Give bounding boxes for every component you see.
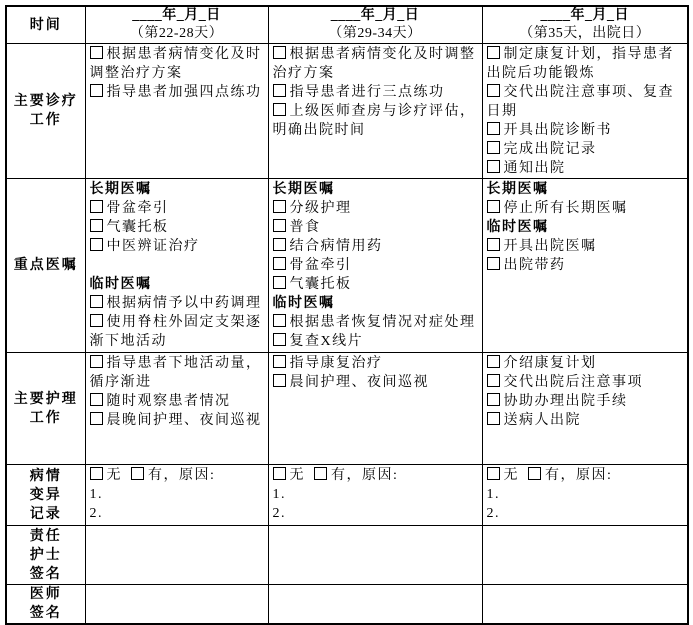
variance-option-label: 有，原因:: [331, 468, 399, 483]
checkbox-icon[interactable]: [487, 84, 500, 97]
form-line: [487, 199, 685, 218]
cell-main-treatment-work-col3: [482, 44, 688, 179]
table-row-main-nursing-work: [6, 353, 688, 465]
checkbox-icon[interactable]: [273, 314, 286, 327]
row-label-nurse-signature: [6, 526, 85, 585]
checkbox-icon[interactable]: [273, 200, 286, 213]
checkbox-icon[interactable]: [528, 467, 541, 480]
checkbox-icon[interactable]: [273, 238, 286, 251]
form-line: [90, 485, 265, 504]
row-label-line: 主要护理: [13, 391, 78, 407]
checkbox-icon[interactable]: [90, 46, 103, 59]
checkbox-icon[interactable]: [90, 412, 103, 425]
form-line: [273, 485, 479, 504]
line-text: 指导患者加强四点练功: [106, 85, 262, 100]
line-text: 使用脊柱外固定支架逐渐下地活动: [89, 315, 262, 349]
clinical-pathway-table: [5, 5, 689, 625]
row-label-line: 工作: [29, 113, 62, 128]
form-line: [273, 373, 479, 392]
line-text: 分级护理: [289, 201, 352, 216]
line-text: 骨盆牵引: [289, 258, 352, 273]
row-label-line: 责任: [29, 528, 62, 544]
order-group-heading: [487, 218, 685, 237]
order-group-heading: [273, 180, 479, 199]
row-label-line: 主要诊疗: [13, 94, 78, 109]
variance-option-label: 无: [106, 468, 122, 483]
form-line: [90, 237, 265, 256]
checkbox-icon[interactable]: [273, 103, 286, 116]
variance-option-label: 无: [503, 468, 519, 483]
form-line: [487, 121, 685, 140]
variance-option[interactable]: [314, 468, 398, 483]
variance-option[interactable]: [273, 468, 306, 483]
line-text: 根据病情予以中药调理: [106, 296, 262, 311]
form-line: [90, 83, 265, 102]
form-line: [487, 159, 685, 178]
row-label-main-nursing-work: [6, 353, 85, 465]
form-line: [487, 354, 685, 373]
variance-option[interactable]: [90, 468, 123, 483]
date-blank-line: ____年_月_日: [132, 8, 221, 23]
row-label-line: 医师: [29, 587, 62, 602]
line-text: 临时医嘱: [89, 277, 152, 292]
row-label-line: 记录: [29, 506, 62, 522]
row-label-line: 护士: [29, 547, 62, 563]
checkbox-icon[interactable]: [90, 467, 103, 480]
checkbox-icon[interactable]: [90, 219, 103, 232]
row-label-line: 重点医嘱: [13, 258, 78, 273]
cell-main-nursing-work-col2: [268, 353, 482, 465]
day-range-label: （第22-28天）: [129, 26, 224, 41]
checkbox-icon[interactable]: [487, 355, 500, 368]
form-line: [487, 466, 685, 485]
row-label-key-orders: [6, 179, 85, 353]
line-text: 骨盆牵引: [106, 201, 169, 216]
form-line: [90, 504, 265, 523]
line-text: 2.: [486, 506, 500, 521]
line-text: 开具出院医嘱: [503, 239, 597, 254]
table-header-row: [6, 6, 688, 44]
checkbox-icon[interactable]: [273, 219, 286, 232]
row-label-line: 工作: [29, 410, 62, 426]
checkbox-icon[interactable]: [273, 276, 286, 289]
form-line: [90, 466, 265, 485]
variance-option[interactable]: [131, 468, 215, 483]
table-row-variation-record: [6, 465, 688, 526]
form-line: [90, 256, 265, 275]
form-line: [487, 485, 685, 504]
variance-option-label: 有，原因:: [545, 468, 613, 483]
cell-variation-record-col3: [482, 465, 688, 526]
line-text: 停止所有长期医嘱: [503, 201, 628, 216]
line-text: 中医辨证治疗: [106, 239, 200, 254]
checkbox-icon[interactable]: [90, 314, 103, 327]
form-line: [273, 256, 479, 275]
header-column-days-29-34: [268, 6, 482, 44]
checkbox-icon[interactable]: [487, 393, 500, 406]
checkbox-icon[interactable]: [487, 160, 500, 173]
form-line: [90, 411, 265, 430]
line-text: 2.: [89, 506, 103, 521]
table-row-key-orders: [6, 179, 688, 353]
form-line: [487, 504, 685, 523]
checkbox-icon[interactable]: [90, 393, 103, 406]
checkbox-icon[interactable]: [273, 333, 286, 346]
row-label-main-treatment-work: [6, 44, 85, 179]
line-text: 指导患者进行三点练功: [289, 85, 445, 100]
line-text: 1.: [89, 487, 103, 502]
form-line: [90, 294, 265, 313]
checkbox-icon[interactable]: [487, 412, 500, 425]
row-label-line: 病情: [29, 468, 62, 484]
form-line: [273, 218, 479, 237]
row-label-line: 签名: [29, 606, 62, 621]
line-text: 2.: [272, 506, 286, 521]
cell-key-orders-col3: [482, 179, 688, 353]
line-text: 完成出院记录: [503, 142, 597, 157]
form-line: [90, 313, 265, 351]
line-text: 临时医嘱: [272, 296, 335, 311]
checkbox-icon[interactable]: [487, 141, 500, 154]
checkbox-icon[interactable]: [273, 84, 286, 97]
checkbox-icon[interactable]: [487, 46, 500, 59]
table-row-main-treatment-work: [6, 44, 688, 179]
form-line: [487, 411, 685, 430]
line-text: 交代出院后注意事项: [503, 375, 643, 390]
line-text: 根据患者病情变化及时调整治疗方案: [89, 47, 262, 81]
form-line: [487, 237, 685, 256]
checkbox-icon[interactable]: [314, 467, 327, 480]
form-line: [487, 256, 685, 275]
form-line: [273, 83, 479, 102]
line-text: 制定康复计划，指导患者出院后功能锻炼: [486, 47, 674, 81]
line-text: 随时观察患者情况: [106, 394, 231, 409]
line-text: 协助办理出院手续: [503, 394, 628, 409]
cell-main-nursing-work-col3: [482, 353, 688, 465]
line-text: 根据患者恢复情况对症处理: [289, 315, 476, 330]
cell-key-orders-col2: [268, 179, 482, 353]
cell-nurse-signature-col3: [482, 526, 688, 585]
variance-option-label: 无: [289, 468, 305, 483]
date-blank-line: ____年_月_日: [540, 8, 629, 23]
line-text: 长期医嘱: [89, 182, 152, 197]
variance-option-label: 有，原因:: [148, 468, 216, 483]
form-line: [90, 354, 265, 392]
cell-key-orders-col1: [85, 179, 268, 353]
form-line: [273, 45, 479, 83]
checkbox-icon[interactable]: [487, 238, 500, 251]
line-text: 送病人出院: [503, 413, 581, 428]
line-text: 交代出院注意事项、复查日期: [486, 85, 674, 119]
line-text: 晨晚间护理、夜间巡视: [106, 413, 262, 428]
checkbox-icon[interactable]: [487, 374, 500, 387]
line-text: 普食: [289, 220, 321, 235]
form-line: [90, 392, 265, 411]
line-text: 气囊托板: [106, 220, 169, 235]
checkbox-icon[interactable]: [273, 374, 286, 387]
cell-doctor-signature-col2: [268, 585, 482, 625]
checkbox-icon[interactable]: [90, 238, 103, 251]
form-line: [273, 504, 479, 523]
checkbox-icon[interactable]: [273, 257, 286, 270]
header-column-days-22-28: [85, 6, 268, 44]
line-text: 临时医嘱: [486, 220, 549, 235]
cell-main-nursing-work-col1: [85, 353, 268, 465]
cell-main-treatment-work-col2: [268, 44, 482, 179]
form-line: [273, 313, 479, 332]
line-text: 1.: [272, 487, 286, 502]
form-line: [487, 83, 685, 121]
checkbox-icon[interactable]: [487, 257, 500, 270]
checkbox-icon[interactable]: [487, 467, 500, 480]
form-line: [273, 199, 479, 218]
line-text: 出院带药: [503, 258, 566, 273]
line-text: 1.: [486, 487, 500, 502]
row-label-doctor-signature: [6, 585, 85, 625]
cell-variation-record-col2: [268, 465, 482, 526]
cell-main-treatment-work-col1: [85, 44, 268, 179]
cell-doctor-signature-col3: [482, 585, 688, 625]
form-line: [273, 102, 479, 140]
form-line: [273, 466, 479, 485]
form-line: [90, 45, 265, 83]
cell-nurse-signature-col1: [85, 526, 268, 585]
header-column-day-35-discharge: [482, 6, 688, 44]
row-label-variation-record: [6, 465, 85, 526]
form-line: [90, 218, 265, 237]
order-group-heading: [90, 275, 265, 294]
cell-nurse-signature-col2: [268, 526, 482, 585]
form-line: [487, 373, 685, 392]
checkbox-icon[interactable]: [131, 467, 144, 480]
checkbox-icon[interactable]: [273, 355, 286, 368]
checkbox-icon[interactable]: [90, 84, 103, 97]
line-text: 结合病情用药: [289, 239, 383, 254]
variance-option[interactable]: [487, 468, 520, 483]
checkbox-icon[interactable]: [90, 295, 103, 308]
line-text: 复查X线片: [289, 334, 364, 349]
table-row-doctor-signature: [6, 585, 688, 625]
variance-option[interactable]: [528, 468, 612, 483]
cell-doctor-signature-col1: [85, 585, 268, 625]
header-time-label: 时间: [6, 6, 85, 44]
checkbox-icon[interactable]: [90, 200, 103, 213]
line-text: 气囊托板: [289, 277, 352, 292]
checkbox-icon[interactable]: [487, 200, 500, 213]
row-label-line: 签名: [29, 566, 62, 582]
line-text: 根据患者病情变化及时调整治疗方案: [272, 47, 476, 81]
line-text: 长期医嘱: [272, 182, 335, 197]
form-line: [273, 237, 479, 256]
date-blank-line: ____年_月_日: [330, 8, 420, 23]
table-row-nurse-signature: [6, 526, 688, 585]
line-text: 通知出院: [503, 161, 566, 176]
form-line: [487, 392, 685, 411]
checkbox-icon[interactable]: [273, 467, 286, 480]
order-group-heading: [273, 294, 479, 313]
checkbox-icon[interactable]: [487, 122, 500, 135]
order-group-heading: [487, 180, 685, 199]
form-line: [273, 332, 479, 351]
form-line: [90, 199, 265, 218]
checkbox-icon[interactable]: [90, 355, 103, 368]
form-line: [487, 45, 685, 83]
form-line: [487, 140, 685, 159]
line-text: 开具出院诊断书: [503, 123, 612, 138]
line-text: 介绍康复计划: [503, 356, 597, 371]
day-range-label: （第35天，出院日）: [519, 26, 651, 41]
line-text: 晨间护理、夜间巡视: [289, 375, 429, 390]
line-text: 上级医师查房与诊疗评估，明确出院时间: [272, 104, 476, 138]
line-text: 指导康复治疗: [289, 356, 383, 371]
line-text: 指导患者下地活动量，循序渐进: [89, 356, 262, 390]
cell-variation-record-col1: [85, 465, 268, 526]
row-label-line: 变异: [29, 487, 62, 503]
form-line: [273, 354, 479, 373]
checkbox-icon[interactable]: [273, 46, 286, 59]
day-range-label: （第29-34天）: [328, 26, 422, 41]
line-text: 长期医嘱: [486, 182, 549, 197]
order-group-heading: [90, 180, 265, 199]
form-line: [273, 275, 479, 294]
